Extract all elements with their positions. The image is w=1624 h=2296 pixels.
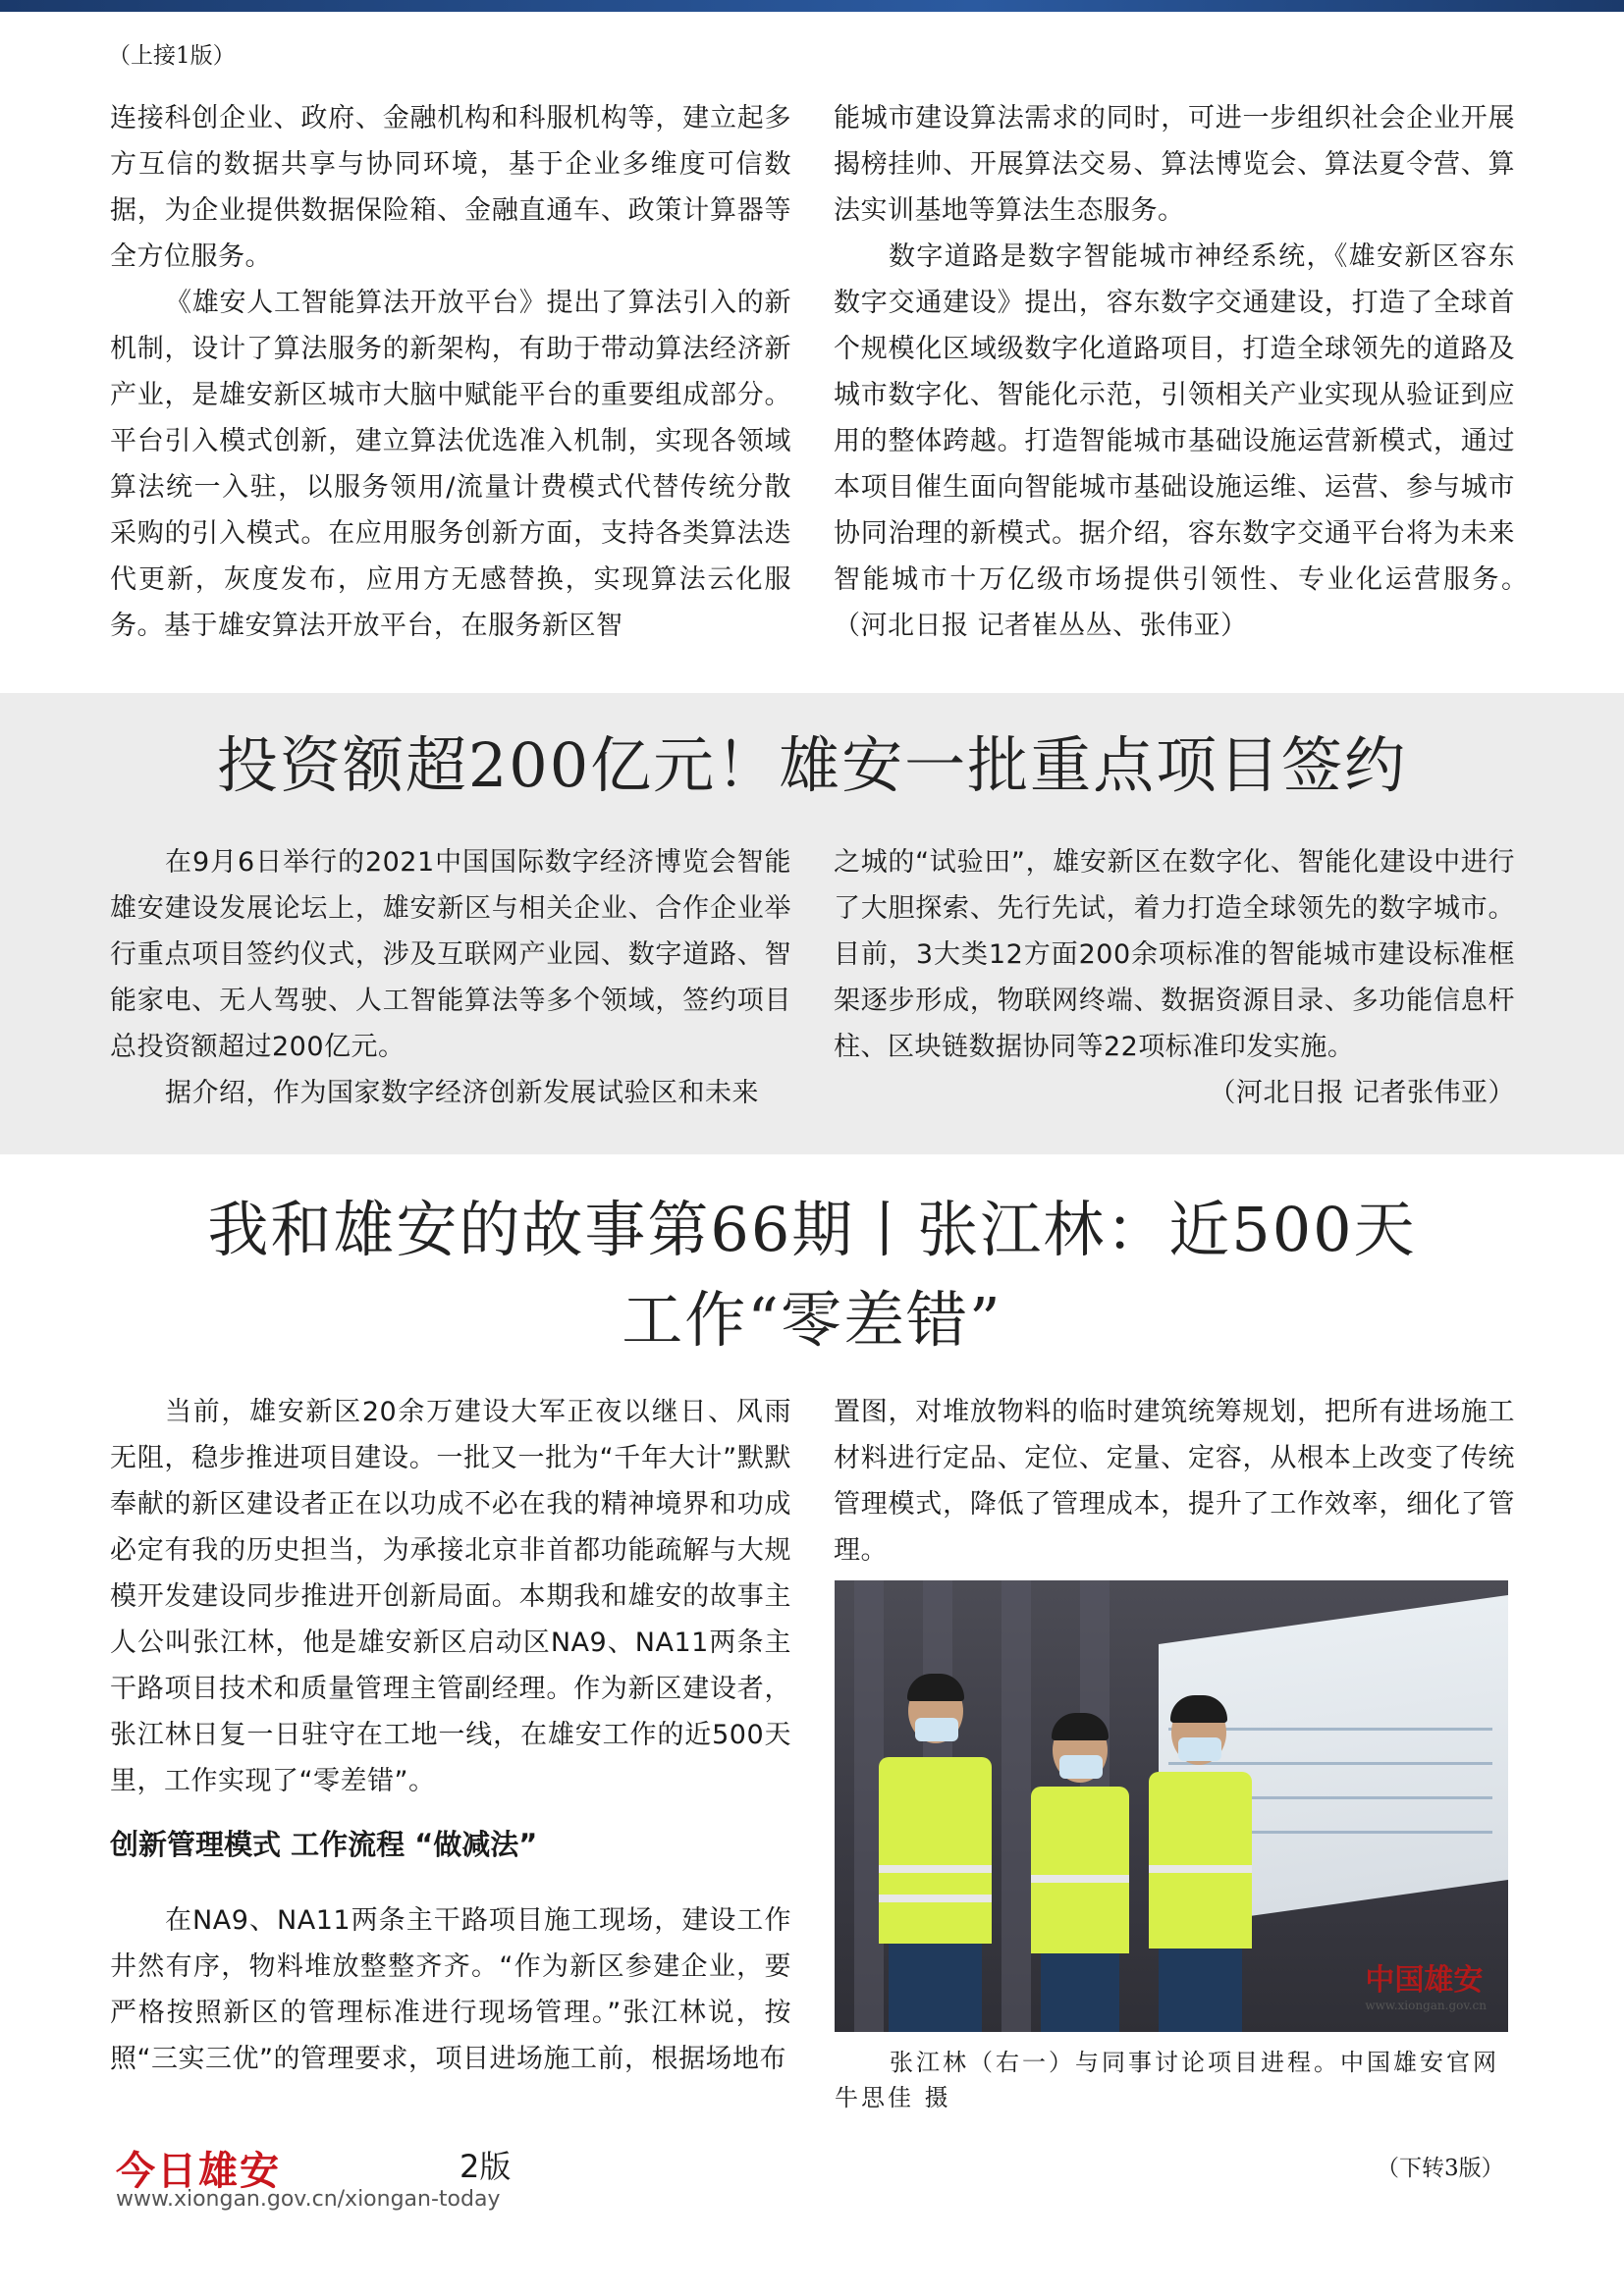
paragraph: 当前，雄安新区20余万建设大军正夜以继日、风雨无阻，稳步推进项目建设。一批又一批为“千年大计”默默奉献的新区建设者正在以功成不必在我的精神境界和功成必定有我的历史担当，为承接北京非首都功能疏解与大规模开发建设同步推进开创新局面。本期我和雄安的故事主人公叫张江林，他是雄安新区启动区NA9、NA11两条主干路项目技术和质量管理主管副经理。作为新区建设者，张江林日复一日驻守在工地一线，在雄安工作的近500天里，工作实现了“零差错”。 <box>110 1397 791 1796</box>
edition-number: 2版 <box>460 2148 512 2185</box>
paragraph: 在9月6日举行的2021中国国际数字经济博览会智能雄安建设发展论坛上，雄安新区与相关企业、合作企业举行重点项目签约仪式，涉及互联网产业园、数字道路、智能家电、无人驾驶、人工智能算法等多个领域，签约项目总投资额超过200亿元。 <box>110 847 791 1062</box>
article2-right-column <box>834 839 1515 1116</box>
paragraph: 数字道路是数字智能城市神经系统，《雄安新区容东数字交通建设》提出，容东数字交通建设，打造了全球首个规模化区域级数字化道路项目，打造全球领先的道路及城市数字化、智能化示范，引领相关产业实现从验证到应用的整体跨越。打造智能城市基础设施运营新模式，通过本项目催生面向智能城市基础设施运维、运营、参与城市协同治理的新模式。据介绍，容东数字交通平台将为未来智能城市十万亿级市场提供引领性、专业化运营服务。 （河北日报 记者崔丛丛、张伟亚） <box>834 241 1569 641</box>
face-mask <box>1059 1755 1103 1779</box>
vest-stripe <box>879 1865 992 1873</box>
person-legs <box>1159 1949 1242 2032</box>
vest-stripe <box>879 1895 992 1902</box>
face-mask <box>915 1718 958 1741</box>
photo-caption: 张江林（右一）与同事讨论项目进程。中国雄安官网牛思佳 摄 <box>835 2049 1499 2111</box>
continued-to-label: （下转3版） <box>1377 2156 1504 2181</box>
curtain-fold <box>1001 1580 1031 2032</box>
face-mask <box>1178 1737 1221 1761</box>
article1-left-column <box>110 95 791 649</box>
paragraph: 据介绍，作为国家数字经济创新发展试验区和未来 <box>165 1078 759 1108</box>
paragraph: 在NA9、NA11两条主干路项目施工现场，建设工作井然有序，物料堆放整整齐齐。“作为新区参建企业，要严格按照新区的管理标准进行现场管理。”张江林说，按照“三实三优”的管理要求，项目进场施工前，根据场地布 <box>110 1905 791 2074</box>
article1-right-column <box>834 95 1569 649</box>
vest-stripe <box>1149 1865 1252 1873</box>
watermark-url: www.xiongan.gov.cn <box>1365 1999 1487 2012</box>
watermark-text: 中国雄安 <box>1365 1963 1484 1998</box>
news-photo <box>835 1580 1508 2032</box>
person-hair <box>907 1674 964 1701</box>
article3-left-column-cont <box>110 1897 791 2082</box>
board-line <box>1168 1762 1492 1765</box>
person-legs <box>889 1944 982 2032</box>
continued-from-label: （上接1版） <box>108 43 236 69</box>
article3-headline-line1: 我和雄安的故事第66期丨张江林：近500天 <box>207 1194 1417 1265</box>
vest-stripe <box>1031 1875 1129 1883</box>
paragraph: 之城的“试验田”，雄安新区在数字化、智能化建设中进行了大胆探索、先行先试，着力打造全球领先的数字城市。目前，3大类12方面200余项标准的智能城市建设标准框架逐步形成，物联网终端、数据资源目录、多功能信息杆柱、区块链数据协同等22项标准印发实施。 <box>834 847 1515 1062</box>
paragraph: 置图，对堆放物料的临时建筑统筹规划，把所有进场施工材料进行定品、定位、定量、定容，从根本上改变了传统管理模式，降低了管理成本，提升了工作效率，细化了管理。 <box>834 1397 1515 1566</box>
person-right <box>1149 1772 1252 1949</box>
article3-left-column <box>110 1389 791 1804</box>
paragraph: 能城市建设算法需求的同时，可进一步组织社会企业开展揭榜挂帅、开展算法交易、算法博览会、算法夏令营、算法实训基地等算法生态服务。 <box>834 103 1515 226</box>
paragraph: 连接科创企业、政府、金融机构和科服机构等，建立起多方互信的数据共享与协同环境，基于企业多维度可信数据，为企业提供数据保险箱、金融直通车、政策计算器等全方位服务。 <box>110 103 791 272</box>
article3-subheading: 创新管理模式 工作流程 “做减法” <box>110 1828 538 1861</box>
article2-left-column <box>110 839 791 1116</box>
newspaper-logo: 今日雄安 <box>116 2148 281 2194</box>
person-legs <box>1041 1953 1119 2032</box>
person-middle <box>1031 1787 1129 1953</box>
paragraph: 《雄安人工智能算法开放平台》提出了算法引入的新机制，设计了算法服务的新架构，有助于带动算法经济新产业，是雄安新区城市大脑中赋能平台的重要组成部分。平台引入模式创新，建立算法优选准入机制，实现各领域算法统一入驻，以服务领用/流量计费模式代替传统分散采购的引入模式。在应用服务创新方面，支持各类算法迭代更新，灰度发布，应用方无感替换，实现算法云化服务。基于雄安算法开放平台，在服务新区智 <box>110 288 791 641</box>
article3-right-column <box>834 1389 1515 1574</box>
article2-headline: 投资额超200亿元！雄安一批重点项目签约 <box>216 729 1408 801</box>
person-left <box>879 1757 992 1944</box>
photo-watermark <box>1365 1955 1487 2012</box>
byline: （河北日报 记者张伟亚） <box>1209 1078 1515 1108</box>
article3-headline-line2: 工作“零差错” <box>622 1284 1002 1356</box>
footer-url[interactable]: www.xiongan.gov.cn/xiongan-today <box>116 2187 501 2212</box>
top-accent-bar <box>0 0 1624 12</box>
